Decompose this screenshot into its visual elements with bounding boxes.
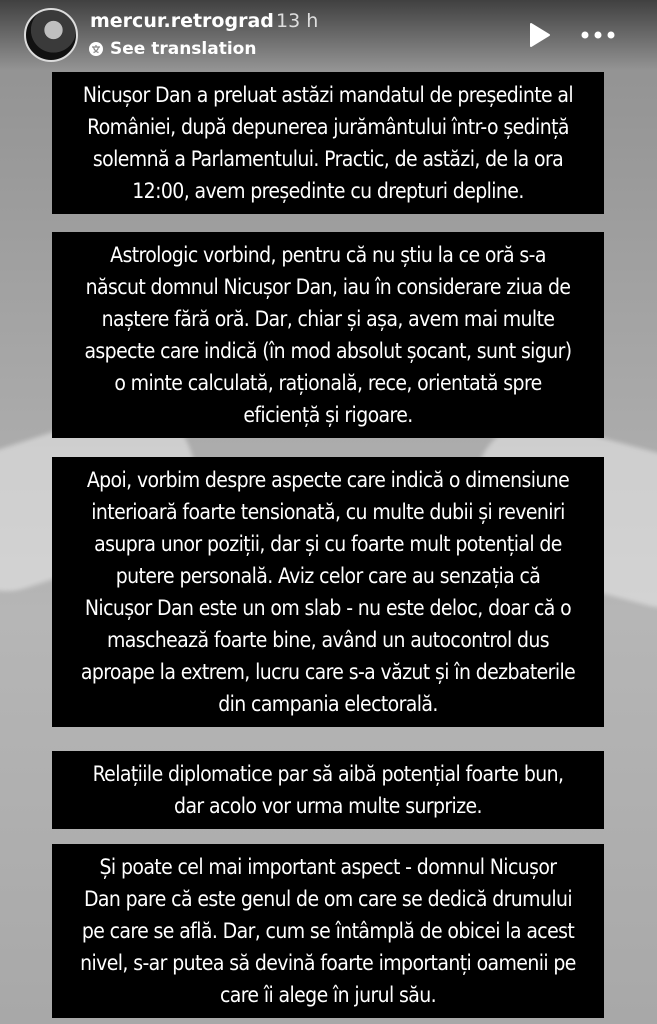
text-line: 12:00, avem președinte cu drepturi depline. [132, 179, 524, 203]
text-line: aspecte care indică (în mod absolut șocant, sunt sigur) [84, 339, 572, 363]
text-line: Dan pare că este genul de om care se dedică drumului [83, 887, 573, 911]
text-block-3 [52, 457, 604, 727]
text-line: interioară foarte tensionată, cu multe dubii și reveniri [91, 500, 565, 524]
text-line: care îi alege în jurul său. [219, 983, 437, 1007]
text-line: din campania electorală. [218, 692, 438, 716]
text-line: putere personală. Aviz celor care au senzația că [115, 564, 541, 588]
text-block-1 [52, 72, 604, 214]
text-line: născut domnul Nicușor Dan, iau în considerare ziua de [85, 275, 571, 299]
text-line: eficiență și rigoare. [243, 403, 413, 427]
play-icon[interactable] [526, 22, 552, 48]
see-translation-button[interactable] [88, 38, 256, 60]
text-line: Relațiile diplomatice par să aibă potențial foarte bun, [92, 762, 564, 786]
text-line: o minte calculată, rațională, rece, orientată spre [114, 371, 542, 395]
see-translation-label: See translation [110, 39, 257, 59]
username[interactable]: mercur.retrograd [90, 10, 274, 32]
text-line: pe care se află. Dar, cum se întâmplă de obicei la acest [81, 919, 575, 943]
text-line: solemnă a Parlamentului. Practic, de astăzi, de la ora [92, 147, 564, 171]
post-time: 13 h [276, 10, 319, 32]
text-line: dar acolo vor urma multe surprize. [174, 794, 482, 818]
text-line: Și poate cel mai important aspect - domnul Nicușor [99, 855, 557, 879]
text-line: nivel, s-ar putea să devină foarte importanți oamenii pe [80, 951, 576, 975]
translate-icon [88, 41, 104, 57]
text-line: asupra unor poziții, dar și cu foarte mult potențial de [94, 532, 562, 556]
text-line: Apoi, vorbim despre aspecte care indică o dimensiune [86, 468, 570, 492]
text-block-2 [52, 232, 604, 438]
text-block-5 [52, 844, 604, 1018]
text-line: României, după depunerea jurământului într-o ședință [87, 115, 569, 139]
text-line: Astrologic vorbind, pentru că nu știu la ce oră s-a [110, 243, 546, 267]
text-line: Nicușor Dan este un om slab - nu este deloc, doar că o [84, 596, 572, 620]
text-line: maschează foarte bine, având un autocontrol dus [106, 628, 550, 652]
text-line: aproape la extrem, lucru care s-a văzut și în dezbaterile [80, 660, 576, 684]
story-header [0, 0, 657, 70]
text-line: naștere fără oră. Dar, chiar și așa, avem mai multe [101, 307, 555, 331]
text-line: Nicușor Dan a preluat astăzi mandatul de președinte al [82, 83, 574, 107]
text-block-4 [52, 751, 604, 829]
avatar[interactable] [24, 8, 78, 62]
more-icon[interactable] [580, 24, 616, 46]
